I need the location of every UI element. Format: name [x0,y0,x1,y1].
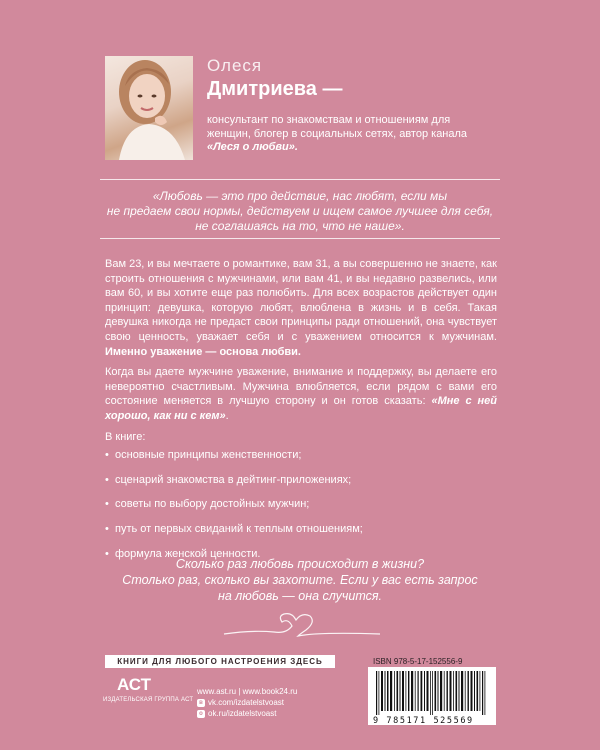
bio-line: консультант по знакомствам и отношениям для [207,114,451,126]
publisher-links [197,686,297,719]
closing-text [100,556,500,604]
barcode-digits: 9 785171 525569 [373,716,474,726]
list-title: В книге: [105,430,146,443]
closing-line: на любовь — она случится. [217,589,383,603]
ok-icon: о [197,710,205,718]
bio-channel: «Леся о любви». [207,141,298,153]
publisher-logo-word: АСТ [116,675,152,694]
paragraph-end: . [225,409,229,422]
closing-line: Столько раз, сколько вы захотите. Если у вас есть запрос [122,573,478,587]
ok-link[interactable]: ok.ru/izdatelstvoast [208,709,277,718]
bio-line: женщин, блогер в социальных сетях, автор канала [207,127,468,140]
pull-quote [100,179,500,239]
author-photo [105,56,193,160]
description [105,257,497,571]
list-item: • формула женской ценности. [105,547,497,562]
website-link[interactable]: www.ast.ru | www.book24.ru [197,687,298,696]
list-item: • советы по выбору достойных мужчин; [105,497,497,512]
vk-icon: в [197,699,205,707]
vk-row [197,697,297,708]
list-item: • путь от первых свиданий к теплым отношениям; [105,522,497,537]
paragraph-text: Вам 23, и вы мечтаете о романтике, вам 31, а вы совершенно не знаете, как строить отношения с мужчинами, или вам 41, и вы недавно развелись, или вам 60, и вы хотите еще раз полюбить. Для всех возрастов действует один принцип: девушка, которую любят, влюблена в жизнь и в себя. Такая девушка никогда не предаст свои принципы ради отношений, она чувствует свою ценность, уважает себя и с уважением относится к мужчинам. [105,258,497,343]
paragraph-emphasis: Именно уважение — основа любви. [105,345,301,358]
paragraph [105,365,497,423]
paragraph [105,257,497,359]
quote-line: не соглашаясь на то, что не наше». [195,219,405,233]
author-bio [207,114,507,155]
ok-row [197,708,297,719]
contents-list [105,448,497,561]
author-portrait-icon [105,56,193,160]
publisher-caption: ИЗДАТЕЛЬСКАЯ ГРУППА АСТ [103,697,194,703]
paragraph-text: Когда вы даете мужчине уважение, внимание и поддержку, вы делаете его невероятно счастливым. Мужчина влюбляется, если рядом с вами его состояние меняется в лучшую сторону и он готов сказать: [105,366,497,408]
author-first-name: Олеся [207,56,263,75]
paragraph-quote: «Мне с ней хорошо, как ни с кем» [105,395,497,422]
closing-line: Сколько раз любовь происходит в жизни? [175,557,425,571]
publisher-logo [103,675,194,703]
quote-line: не предаем свои нормы, действуем и ищем самое лучшее для себя, [106,204,494,218]
list-item: • основные принципы женственности; [105,448,497,463]
author-last-name: Дмитриева — [207,78,343,100]
vk-link[interactable]: vk.com/izdatelstvoast [208,698,285,707]
quote-line: «Любовь — это про действие, нас любят, если мы [152,189,448,203]
list-item: • сценарий знакомства в дейтинг-приложениях; [105,473,497,488]
heart-divider-icon [222,612,382,640]
tagline-banner: КНИГИ ДЛЯ ЛЮБОГО НАСТРОЕНИЯ ЗДЕСЬ [105,655,335,668]
website-row [197,686,297,697]
isbn: ISBN 978-5-17-152556-9 [373,657,463,666]
barcode-bars-icon [368,667,496,717]
